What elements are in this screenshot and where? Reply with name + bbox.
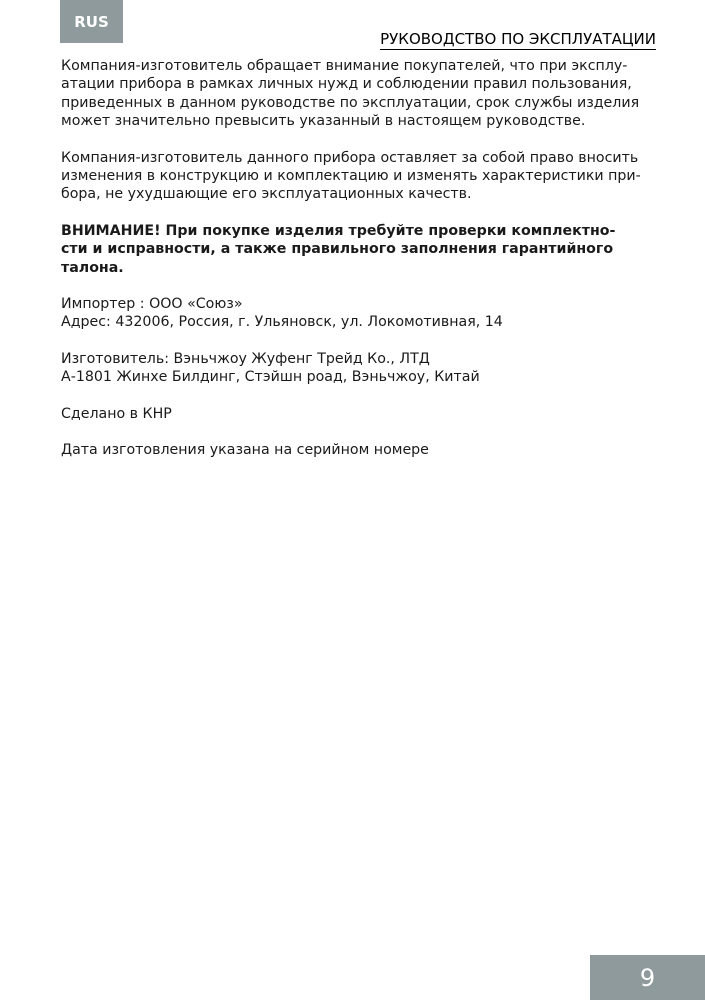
text-line: может значительно превысить указанный в настоящем руководстве. [61,113,586,130]
text-line: бора, не ухудшающие его эксплуатационных качеств. [61,186,472,203]
language-label: RUS [74,12,109,31]
importer-address: Адрес: 432006, Россия, г. Ульяновск, ул. Локомотивная, 14 [61,314,503,331]
text-line: ВНИМАНИЕ! При покупке изделия требуйте проверки комплектно- [61,222,616,239]
warning-paragraph [61,222,641,277]
service-life-paragraph [61,57,641,131]
page-number: 9 [639,963,656,992]
text-line: Компания-изготовитель обращает внимание покупателей, что при эксплу- [61,58,628,74]
made-in-paragraph [61,405,641,423]
page-number-box [590,955,705,1000]
page-content [61,57,641,478]
manufacture-date-paragraph [61,441,641,459]
importer-name: Импортер : ООО «Союз» [61,296,243,313]
document-title: РУКОВОДСТВО ПО ЭКСПЛУАТАЦИИ [380,30,656,48]
manufacturer-block [61,350,641,387]
importer-block [61,295,641,332]
manufacturer-address: А-1801 Жинхе Билдинг, Стэйшн роад, Вэньчжоу, Китай [61,369,480,386]
text-line: талона. [61,259,124,276]
manufacturer-name: Изготовитель: Вэньчжоу Жуфенг Трейд Ко., ЛТД [61,350,430,367]
text-line: изменения в конструкцию и комплектацию и изменять характеристики при- [61,168,641,185]
manufacture-date-text: Дата изготовления указана на серийном номере [61,442,429,459]
language-tab [60,0,123,43]
made-in-text: Сделано в КНР [61,405,172,422]
text-line: атации прибора в рамках личных нужд и соблюдении правил пользования, [61,76,632,93]
design-changes-paragraph [61,149,641,204]
text-line: сти и исправности, а также правильного заполнения гарантийного [61,241,614,258]
text-line: приведенных в данном руководстве по эксплуатации, срок службы изделия [61,94,640,111]
text-line: Компания-изготовитель данного прибора оставляет за собой право вносить [61,149,639,166]
